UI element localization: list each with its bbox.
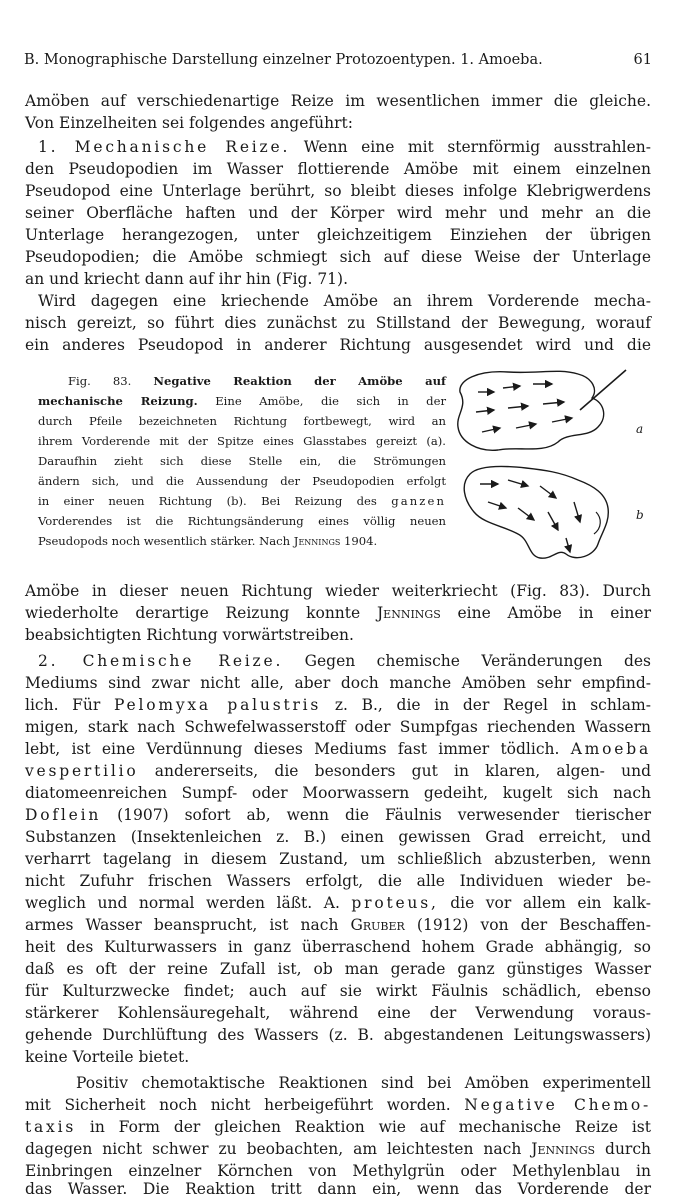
text-line: mit Sicherheit noch nicht herbeigeführt worden. Negative Chemo- bbox=[25, 1096, 651, 1114]
figure-label-b: b bbox=[636, 508, 644, 522]
text-line: Mediums sind zwar nicht alle, aber doch manche Amöben sehr empfind- bbox=[25, 674, 651, 692]
caption-line: in einer neuen Richtung (b). Bei Reizung des ganzen bbox=[38, 494, 446, 508]
text-line: Pseudopodien; die Amöbe schmiegt sich auf diese Weise der Unterlage bbox=[25, 248, 651, 266]
caption-line: Daraufhin zieht sich diese Stelle ein, die Strömungen bbox=[38, 454, 446, 468]
caption-line: ihrem Vorderende mit der Spitze eines Glasstabes gereizt (a). bbox=[38, 434, 446, 448]
text-line: seiner Oberfläche haften und der Körper wird mehr und mehr an die bbox=[25, 204, 651, 222]
text-line: Substanzen (Insektenleichen z. B.) einen gewissen Grad erreicht, und bbox=[25, 828, 651, 846]
text-line: Unterlage herangezogen, unter gleichzeitigem Einziehen der übrigen bbox=[25, 226, 651, 244]
text-line: armes Wasser beansprucht, ist nach Gruber (1912) von der Beschaffen- bbox=[25, 916, 651, 934]
text-line: Amöbe in dieser neuen Richtung wieder weiterkriecht (Fig. 83). Durch bbox=[25, 582, 651, 600]
text-line: vespertilio andererseits, die besonders gut in klaren, algen- und bbox=[25, 762, 651, 780]
caption-line: durch Pfeile bezeichneten Richtung fortbewegt, wird an bbox=[38, 414, 446, 428]
caption-line: mechanische Reizung. Eine Amöbe, die sich in der bbox=[38, 394, 446, 408]
figure-label-a: a bbox=[636, 422, 644, 436]
text-line: Amöben auf verschiedenartige Reize im wesentlichen immer die gleiche. bbox=[25, 92, 651, 110]
text-line: lich. Für Pelomyxa palustris z. B., die in der Regel in schlam- bbox=[25, 696, 651, 714]
text-line: nicht Zufuhr frischen Wassers erfolgt, die alle Individuen wieder be- bbox=[25, 872, 651, 890]
text-line: Wird dagegen eine kriechende Amöbe an ihrem Vorderende mecha- bbox=[38, 292, 651, 310]
text-line: an und kriecht dann auf ihr hin (Fig. 71). bbox=[25, 270, 349, 288]
glass-rod bbox=[580, 370, 626, 410]
text-line: Von Einzelheiten sei folgendes angeführt: bbox=[25, 114, 353, 132]
text-line: beabsichtigten Richtung vorwärtstreiben. bbox=[25, 626, 354, 644]
text-line: stärkerer Kohlensäuregehalt, während eine der Verwendung voraus- bbox=[25, 1004, 651, 1022]
text-line: das Wasser. Die Reaktion tritt dann ein, wenn das Vorderende der bbox=[25, 1180, 651, 1198]
text-line: migen, stark nach Schwefelwasserstoff oder Sumpfgas riechenden Wassern bbox=[25, 718, 651, 736]
text-line: Pseudopod eine Unterlage berührt, so bleibt dieses infolge Klebrigwerdens bbox=[25, 182, 651, 200]
text-line: nisch gereizt, so führt dies zunächst zu Stillstand der Bewegung, worauf bbox=[25, 314, 651, 332]
text-line: dagegen nicht schwer zu beobachten, am leichtesten nach Jennings durch bbox=[25, 1140, 651, 1158]
text-line: daß es oft der reine Zufall ist, ob man gerade ganz günstiges Wasser bbox=[25, 960, 651, 978]
section-heading-mechanical: 1. Mechanische Reize. bbox=[38, 138, 291, 156]
amoeba-b-outline bbox=[464, 466, 608, 558]
text-line: ein anderes Pseudopod in anderer Richtung ausgesendet wird und die bbox=[25, 336, 651, 354]
text-line: Positiv chemotaktische Reaktionen sind bei Amöben experimentell bbox=[76, 1074, 651, 1092]
amoeba-a-outline bbox=[458, 371, 604, 450]
text-line: für Kulturzwecke findet; auch auf sie wirkt Fäulnis schädlich, ebenso bbox=[25, 982, 651, 1000]
text-line: lebt, ist eine Verdünnung dieses Mediums fast immer tödlich. Amoeba bbox=[25, 740, 651, 758]
page-header bbox=[24, 52, 652, 74]
text-line: diatomeenreichen Sumpf- oder Moorwassern gedeiht, kugelt sich nach bbox=[25, 784, 651, 802]
section-1-first-line: 1. Mechanische Reize. Wenn eine mit sternförmig ausstrahlen- bbox=[38, 138, 652, 156]
text-line: keine Vorteile bietet. bbox=[25, 1048, 190, 1066]
caption-line: Pseudopods noch wesentlich stärker. Nach Jennings 1904. bbox=[38, 534, 378, 548]
text-line: heit des Kulturwassers in ganz überraschend hohem Grade abhängig, so bbox=[25, 938, 651, 956]
text-line: weglich und normal werden läßt. A. proteus, die vor allem ein kalk- bbox=[25, 894, 651, 912]
caption-line: Vorderendes ist die Richtungsänderung eines völlig neuen bbox=[38, 514, 446, 528]
text-line: Doflein (1907) sofort ab, wenn die Fäulnis verwesender tierischer bbox=[25, 806, 651, 824]
caption-line: ändern sich, und die Aussendung der Pseudopodien erfolgt bbox=[38, 474, 446, 488]
caption-line: Fig. 83. Negative Reaktion der Amöbe auf bbox=[68, 374, 446, 388]
section-2-first-line: 2. Chemische Reize. Gegen chemische Veränderungen des bbox=[38, 652, 651, 670]
amoeba-a-drawing bbox=[458, 370, 626, 450]
text-line: den Pseudopodien im Wasser flottierende Amöbe mit einem einzelnen bbox=[25, 160, 651, 178]
text-line: wiederholte derartige Reizung konnte Jennings eine Amöbe in einer bbox=[25, 604, 651, 622]
text-line: verharrt tagelang in diesem Zustand, um schließlich abzusterben, wenn bbox=[25, 850, 651, 868]
amoeba-figure-illustration bbox=[448, 362, 648, 572]
section-heading-chemical: 2. Chemische Reize. bbox=[38, 652, 284, 670]
text-line: Einbringen einzelner Körnchen von Methylgrün oder Methylenblau in bbox=[25, 1162, 651, 1180]
amoeba-b-drawing bbox=[464, 466, 608, 558]
text-line: gehende Durchlüftung des Wassers (z. B. abgestandenen Leitungswassers) bbox=[25, 1026, 651, 1044]
running-title: B. Monographische Darstellung einzelner Protozoentypen. 1. Amoeba. bbox=[24, 52, 543, 68]
page-number: 61 bbox=[633, 52, 652, 68]
text-line: taxis in Form der gleichen Reaktion wie auf mechanische Reize ist bbox=[25, 1118, 651, 1136]
